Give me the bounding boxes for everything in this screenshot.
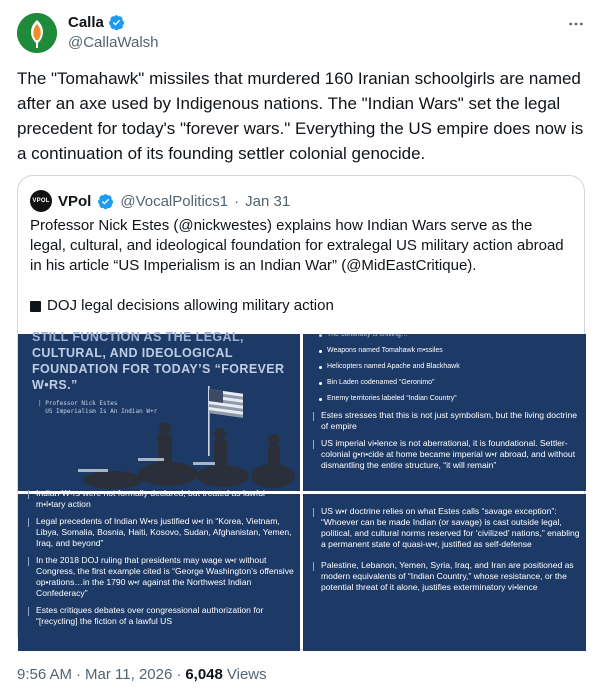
quoted-bullet-text: DOJ legal decisions allowing military action (47, 297, 334, 314)
panel2-content (313, 331, 581, 473)
author-avatar[interactable] (17, 13, 57, 53)
quoted-display-name[interactable]: VPol (58, 192, 92, 210)
more-options-button[interactable] (566, 14, 586, 34)
tweet-date[interactable]: Mar 11, 2026 (85, 666, 173, 683)
panel3-paragraph: Legal precedents of Indian W•rs justified w•r in “Korea, Vietnam, Libya, Somalia, Bosnia, Haiti, Kosovo, Sudan, Afghanistan, Yemen, Iraq, and beyond” (28, 516, 296, 549)
panel2-item: Enemy territories labeled “Indian Country” (313, 392, 581, 406)
panel2-paragraph: US imperial vi•lence is not aberrational, it is foundational. Settler-colonial g•n•cide at home became imperial w•r abroad, and without dismantling the entire structure, “it will remain” (313, 438, 581, 471)
author-handle[interactable]: @CallaWalsh (68, 34, 159, 51)
views-count: 6,048 (185, 666, 223, 683)
tweet-text: The "Tomahawk" missiles that murdered 160 Iranian schoolgirls are named after an axe used by Indigenous nations. The "Indian Wars" set the legal precedent for today's "forever wars." Everything the US empire does now is a continuation of its founding settler colonial genocide. (17, 69, 584, 163)
panel2-item: Bin Laden codenamed “Geronimo” (313, 376, 581, 390)
quoted-date[interactable]: Jan 31 (245, 192, 291, 210)
quoted-tweet[interactable] (17, 175, 585, 650)
leaf-logo-icon (17, 13, 57, 53)
tweet-time[interactable]: 9:56 AM (17, 666, 73, 683)
image-panel-2[interactable] (303, 331, 586, 491)
panel2-item: Weapons named Tomahawk m•ssiles (313, 344, 581, 358)
quoted-tweet-header (30, 190, 290, 212)
image-panel-3[interactable] (18, 488, 300, 651)
panel3-paragraph: Estes critiques debates over congressional authorization for “[recycling] the fiction of a lawful US (28, 605, 296, 627)
panel2-paragraph: Estes stresses that this is not just symbolism, but the living doctrine of empire (313, 410, 581, 432)
quoted-bullet-line (30, 296, 570, 316)
panel3-top: Indian W•rs were not formally declared, but treated as lawful m•l•tary action (28, 488, 296, 510)
image-panel-4[interactable] (303, 494, 586, 651)
panel1-headline-text: CULTURAL, AND IDEOLOGICAL FOUNDATION FOR TODAY’S “FOREVER W•RS.” (32, 346, 285, 392)
quoted-avatar-text: VPOL (32, 198, 50, 204)
quoted-separator: · (234, 192, 240, 210)
author-name-row (68, 14, 125, 31)
quoted-tweet-text: Professor Nick Estes (@nickwestes) explains how Indian Wars serve as the legal, cultural, and ideological foundation for extralegal US military action abroad in his article “US Imperialism is an Indian War” (@MidEastCritique). (30, 217, 564, 274)
meta-separator-2: · (176, 666, 182, 683)
panel2-item: The continuity is chilling… (313, 328, 581, 342)
author-display-name[interactable]: Calla (68, 14, 104, 31)
panel4-content (313, 506, 581, 595)
panel3-content (28, 488, 296, 629)
panel3-paragraph: In the 2018 DOJ ruling that presidents may wage w•r without Congress, the first example cited is “George Washington’s offensive op•rations…in the 1790 w•r against the Northwest Indian Confederacy” (28, 555, 296, 599)
verified-badge-icon (108, 14, 125, 31)
cavalry-flag-illustration-icon (18, 334, 300, 491)
views-label: Views (226, 666, 267, 683)
panel4-paragraph: Palestine, Lebanon, Yemen, Syria, Iraq, and Iran are positioned as modern equivalents of “Indian Country,” whose resistance, or the potential threat of it alone, justifies exterminatory vi•lence (313, 560, 581, 593)
quoted-verified-badge-icon (97, 193, 114, 210)
quoted-author-avatar[interactable] (30, 190, 52, 212)
image-panel-1[interactable] (18, 330, 300, 491)
panel1-attribution: | Professor Nick Estes US Imperialism Is An Indian W•r (38, 400, 158, 415)
meta-separator: · (76, 666, 82, 683)
black-square-icon (30, 301, 41, 312)
panel2-item: Helicopters named Apache and Blackhawk (313, 360, 581, 374)
tweet-meta (17, 666, 267, 683)
panel1-line-top: STILL FUNCTION AS THE LEGAL, (32, 330, 244, 344)
panel4-paragraph: US w•r doctrine relies on what Estes calls “savage exception”: “Whoever can be made Indian (or savage) is cast outside legal, political, and cultural norms reserved for ‘civilized’ nations,” enabling a permanent state of quasi-w•r, justified as self-defense (313, 506, 581, 550)
more-dots-icon (567, 15, 585, 33)
image-grid (18, 330, 586, 651)
quoted-handle[interactable]: @VocalPolitics1 (120, 192, 229, 210)
